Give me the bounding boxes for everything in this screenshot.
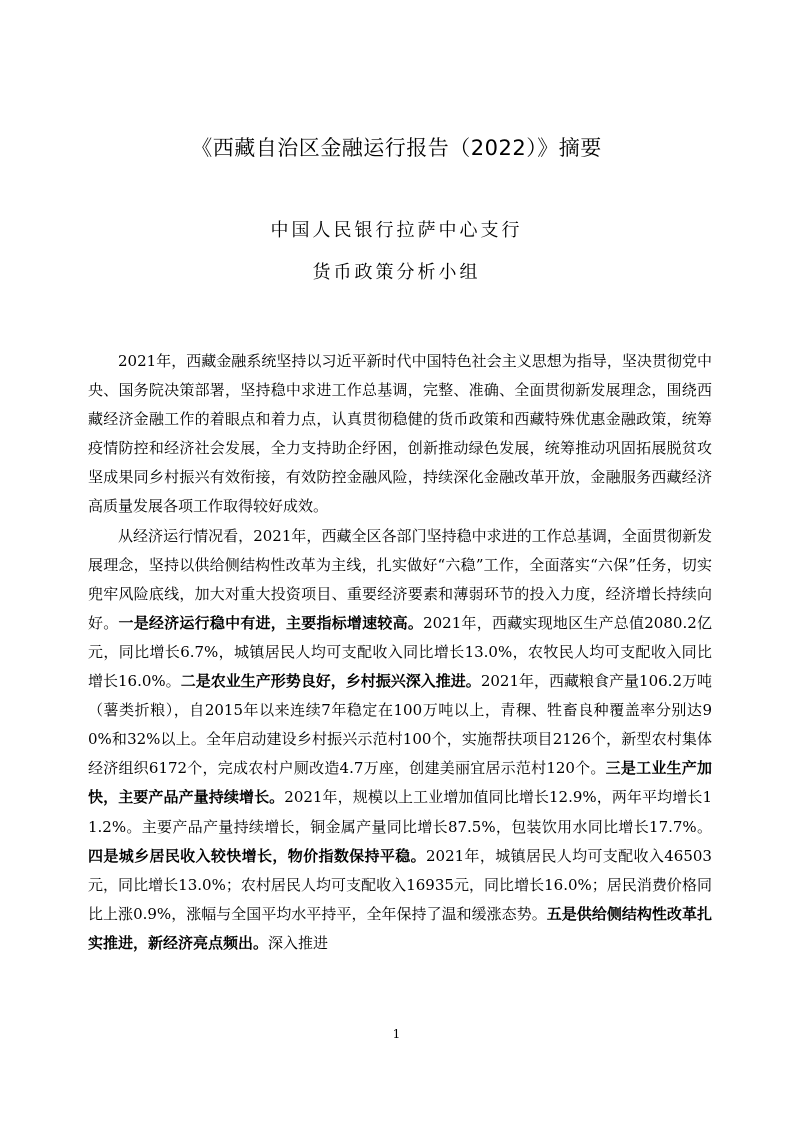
- paragraph-text: 2021年，规模以上工业增加值同比增长12.9%，两年平均增长11.2%。主要产品产量持续增长，铜金属产量同比增长87.5%，包装饮用水同比增长17.7%。: [88, 788, 712, 836]
- document-title: 《西藏自治区金融运行报告（2022）》摘要: [191, 136, 602, 160]
- highlight-point-5: 五是供给侧结构性改革扎实推进，新经济亮点频出。: [88, 904, 712, 952]
- author-group: 货币政策分析小组: [312, 262, 481, 283]
- highlight-point-1: 一是经济运行稳中有进，主要指标增速较高。: [118, 613, 424, 632]
- paragraph-economy: [88, 522, 712, 958]
- paragraph-text: 深入推进: [268, 933, 329, 952]
- author-organization: 中国人民银行拉萨中心支行: [270, 220, 523, 241]
- page-number: 1: [392, 1027, 401, 1041]
- highlight-point-4: 四是城乡居民收入较快增长，物价指数保持平稳。: [88, 846, 426, 865]
- highlight-point-2: 二是农业生产形势良好，乡村振兴深入推进。: [180, 672, 481, 691]
- paragraph-text: 从经济运行情况看，2021年，西藏全区各部门坚持稳中求进的工作总基调，全面贯彻新发展理念，坚持以供给侧结构性改革为主线，扎实做好“六稳”工作，全面落实“六保”任务，切实兜牢风险底线，加大对重大投资项目、重要经济要素和薄弱环节的投入力度，经济增长持续向好。: [88, 526, 712, 632]
- paragraph-text: 2021年，城镇居民人均可支配收入46503元，同比增长13.0%；农村居民人均可支配收入16935元，同比增长16.0%；居民消费价格同比上涨0.9%，涨幅与全国平均水平持平，全年保持了温和缓涨态势。: [88, 846, 712, 923]
- paragraph-text: 2021年，西藏实现地区生产总值2080.2亿元，同比增长6.7%，城镇居民人均可支配收入同比增长13.0%，农牧民人均可支配收入同比增长16.0%。: [88, 613, 712, 691]
- paragraph-intro: 2021年，西藏金融系统坚持以习近平新时代中国特色社会主义思想为指导，坚决贯彻党中央、国务院决策部署，坚持稳中求进工作总基调，完整、准确、全面贯彻新发展理念，围绕西藏经济金融工作的着眼点和着力点，认真贯彻稳健的货币政策和西藏特殊优惠金融政策，统筹疫情防控和经济社会发展，全力支持助企纾困，创新推动绿色发展，统筹推动巩固拓展脱贫攻坚成果同乡村振兴有效衔接，有效防控金融风险，持续深化金融改革开放，金融服务西藏经济高质量发展各项工作取得较好成效。: [88, 352, 712, 516]
- document-body: [88, 347, 712, 958]
- paragraph-text: 2021年，西藏粮食产量106.2万吨（薯类折粮），自2015年以来连续7年稳定在100万吨以上，青稞、牲畜良种覆盖率分别达90%和32%以上。全年启动建设乡村振兴示范村100个，实施帮扶项目2126个，新型农村集体经济组织6172个，完成农村户厕改造4.7万座，创建美丽宜居示范村120个。: [88, 672, 712, 778]
- highlight-point-3: 三是工业生产加快，主要产品产量持续增长。: [88, 759, 712, 807]
